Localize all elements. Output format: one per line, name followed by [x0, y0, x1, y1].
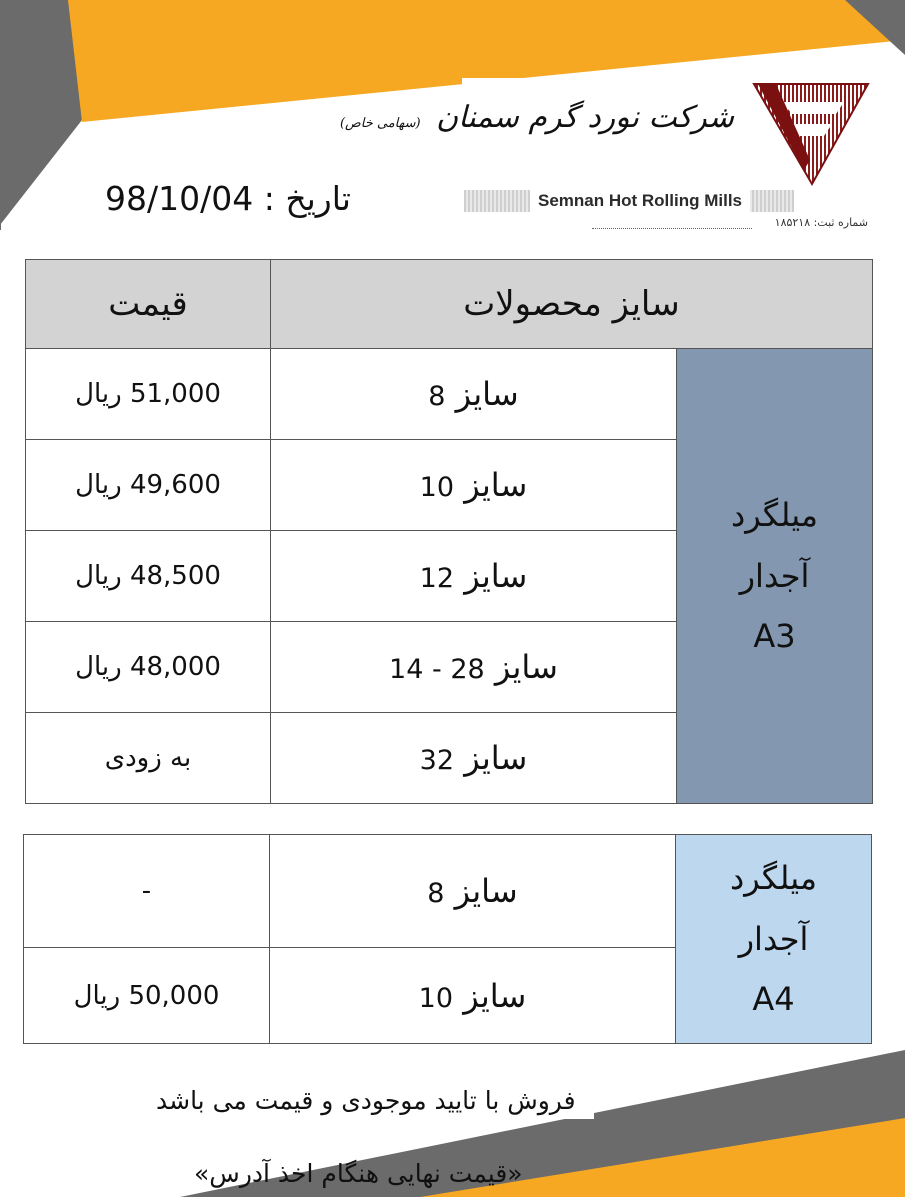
category-a4 — [676, 835, 872, 1044]
price-table-a3 — [25, 259, 873, 804]
category-grade: A4 — [752, 980, 795, 1019]
logo-english-name: Semnan Hot Rolling Mills — [530, 190, 750, 212]
price-cell: - — [24, 835, 270, 948]
size-word: سایز — [464, 557, 528, 595]
table-row — [26, 349, 873, 440]
price-cell: 51,000 ریال — [26, 349, 271, 440]
logo-dotted-line — [592, 228, 752, 229]
size-word: سایز — [454, 872, 518, 910]
size-number: 10 — [418, 982, 454, 1014]
size-word: سایز — [464, 466, 528, 504]
date-label: تاریخ : 98/10/04 — [105, 178, 351, 218]
price-cell: 50,000 ریال — [24, 948, 270, 1044]
final-price-note: «قیمت نهایی هنگام اخذ آدرس» — [194, 1159, 523, 1188]
sale-condition-note: فروش با تایید موجودی و قیمت می باشد — [138, 1082, 594, 1119]
header-products: سایز محصولات — [271, 260, 873, 349]
size-number: 10 — [419, 472, 455, 503]
logo-english-bar — [464, 190, 794, 212]
price-cell: 48,000 ریال — [26, 622, 271, 713]
logo-emblem-icon — [752, 80, 870, 188]
logo-persian-name — [340, 100, 734, 135]
size-number: 32 — [419, 745, 455, 776]
size-cell — [271, 531, 677, 622]
size-word: سایز — [464, 739, 528, 777]
size-number: 8 — [428, 381, 446, 412]
size-cell — [271, 713, 677, 804]
date-box — [78, 168, 378, 228]
category-line: آجدار — [738, 919, 809, 958]
size-cell — [271, 440, 677, 531]
logo-company-type: (سهامی خاص) — [339, 116, 421, 131]
logo-company-name: شرکت نورد گرم سمنان — [436, 100, 734, 135]
size-number: 28 - 14 — [389, 654, 485, 685]
category-line: آجدار — [739, 556, 810, 595]
header-price: قیمت — [26, 260, 271, 349]
price-cell: 49,600 ریال — [26, 440, 271, 531]
company-logo — [339, 78, 874, 234]
size-cell — [270, 948, 676, 1044]
table-header-row — [26, 260, 873, 349]
category-line: میلگرد — [730, 858, 817, 897]
size-word: سایز — [463, 976, 527, 1015]
logo-registration: شماره ثبت: ۱۸۵۲۱۸ — [774, 216, 868, 229]
size-word: سایز — [494, 648, 558, 686]
price-table-a4 — [23, 834, 872, 1044]
size-cell — [270, 835, 676, 948]
price-cell: به زودی — [26, 713, 271, 804]
category-a3 — [677, 349, 873, 804]
size-word: سایز — [455, 375, 519, 413]
table-row — [24, 835, 872, 948]
category-line: میلگرد — [731, 495, 818, 534]
category-grade: A3 — [753, 617, 796, 656]
size-cell — [271, 349, 677, 440]
price-cell: 48,500 ریال — [26, 531, 271, 622]
size-number: 12 — [419, 563, 455, 594]
size-cell — [271, 622, 677, 713]
size-number: 8 — [427, 878, 445, 909]
